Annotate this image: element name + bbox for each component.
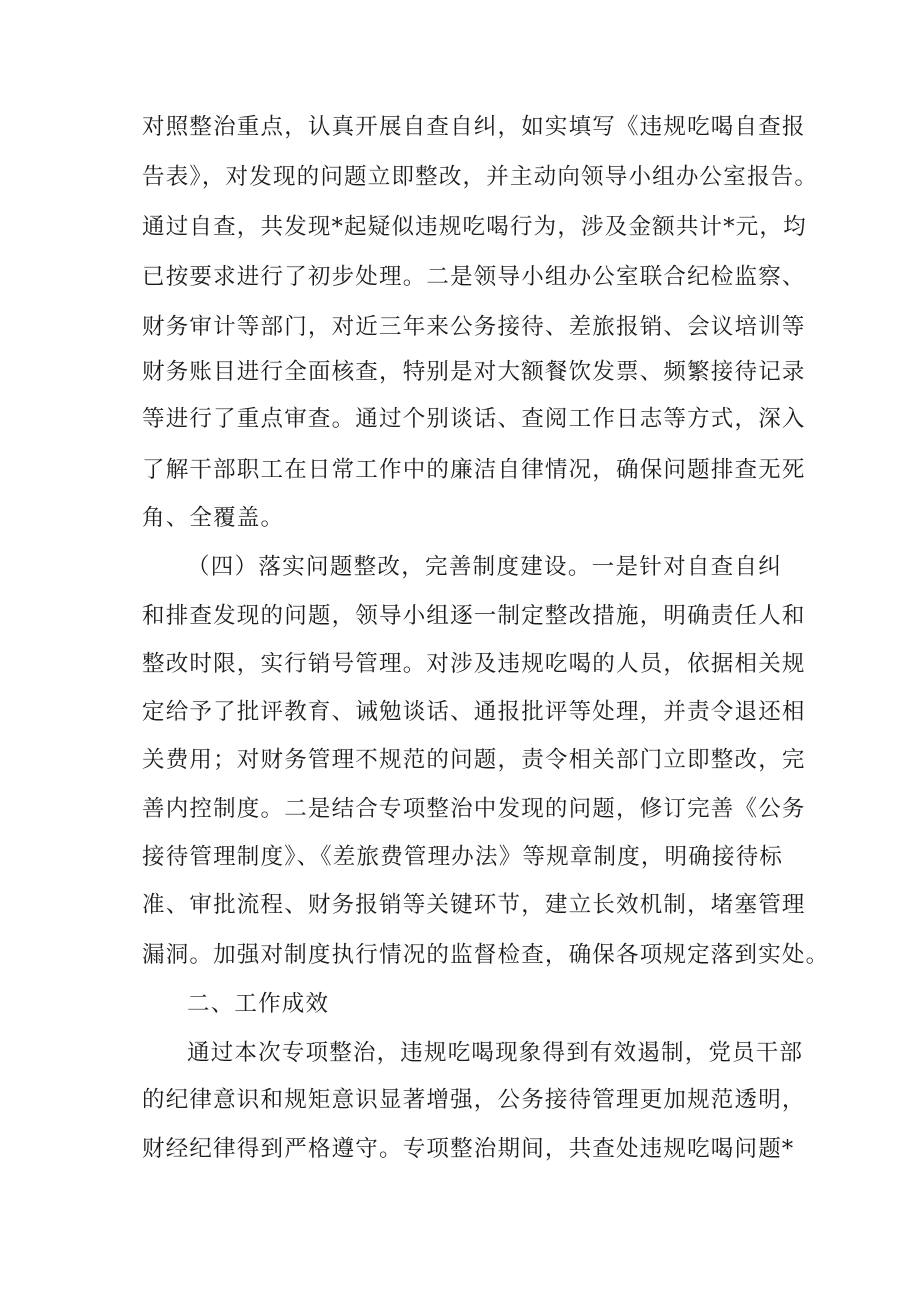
paragraph-line: 整改时限，实行销号管理。对涉及违规吃喝的人员，依据相关规 — [142, 651, 806, 677]
paragraph-line: 漏洞。加强对制度执行情况的监督检查，确保各项规定落到实处。 — [142, 942, 830, 968]
paragraph-line: 善内控制度。二是结合专项整治中发现的问题，修订完善《公务 — [142, 796, 806, 822]
paragraph-line: 定给予了批评教育、诫勉谈话、通报批评等处理，并责令退还相 — [142, 699, 806, 725]
paragraph-line: 财经纪律得到严格遵守。专项整治期间，共查处违规吃喝问题* — [142, 1136, 795, 1162]
paragraph-line: 告表》，对发现的问题立即整改，并主动向领导小组办公室报告。 — [142, 164, 819, 190]
paragraph-line: 关费用；对财务管理不规范的问题，责令相关部门立即整改，完 — [142, 747, 806, 773]
paragraph-line: 财务审计等部门，对近三年来公务接待、差旅报销、会议培训等 — [142, 314, 806, 340]
paragraph-line: 角、全覆盖。 — [142, 505, 285, 531]
paragraph-line: 接待管理制度》、《差旅费管理办法》等规章制度，明确接待标 — [142, 844, 784, 870]
paragraph-line: 财务账目进行全面核查，特别是对大额餐饮发票、频繁接待记录 — [142, 359, 806, 385]
paragraph-line: 的纪律意识和规矩意识显著增强，公务接待管理更加规范透明， — [142, 1087, 806, 1113]
section-heading-four: （四）落实问题整改，完善制度建设。一是针对自查自纠 — [187, 554, 782, 580]
paragraph-line: 通过自查，共发现*起疑似违规吃喝行为，涉及金额共计*元，均 — [142, 214, 807, 240]
section-heading-results: 二、工作成效 — [187, 991, 330, 1017]
paragraph-line: 已按要求进行了初步处理。二是领导小组办公室联合纪检监察、 — [142, 264, 806, 290]
paragraph-line: 对照整治重点，认真开展自查自纠，如实填写《违规吃喝自查报 — [142, 114, 806, 140]
paragraph-line: 准、审批流程、财务报销等关键环节，建立长效机制，堵塞管理 — [142, 892, 806, 918]
paragraph-line: 了解干部职工在日常工作中的廉洁自律情况，确保问题排查无死 — [142, 457, 806, 483]
paragraph-line: 等进行了重点审查。通过个别谈话、查阅工作日志等方式，深入 — [142, 406, 806, 432]
paragraph-line: 和排查发现的问题，领导小组逐一制定整改措施，明确责任人和 — [142, 603, 806, 629]
paragraph-line: 通过本次专项整治，违规吃喝现象得到有效遏制，党员干部 — [187, 1040, 804, 1066]
